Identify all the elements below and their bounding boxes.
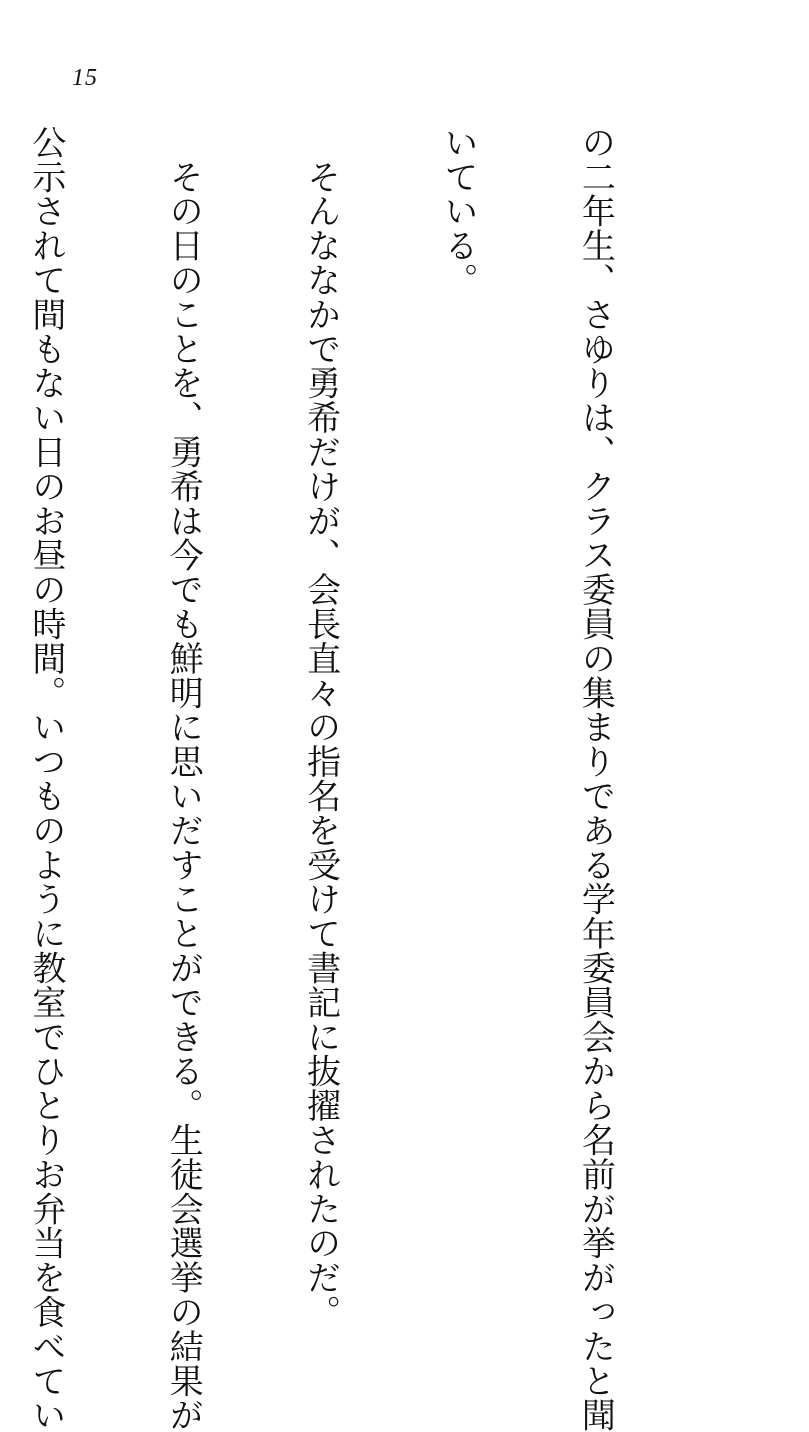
text-line-1: の二年生、さゆりは、クラス委員の集まりである学年委員会から名前が挙がったと聞 <box>575 125 616 1432</box>
novel-text-body <box>25 125 709 1432</box>
text-line-5: 公示されて間もない日のお昼の時間。いつものように教室でひとりお弁当を食べてい <box>25 125 66 1432</box>
text-line-3: そんななかで勇希だけが、会長直々の指名を受けて書記に抜擢されたのだ。 <box>300 125 341 1329</box>
page-number: 15 <box>72 65 98 91</box>
text-line-4: その日のことを、勇希は今でも鮮明に思いだすことができる。生徒会選挙の結果が <box>163 125 204 1432</box>
text-line-2: いている。 <box>438 125 479 297</box>
